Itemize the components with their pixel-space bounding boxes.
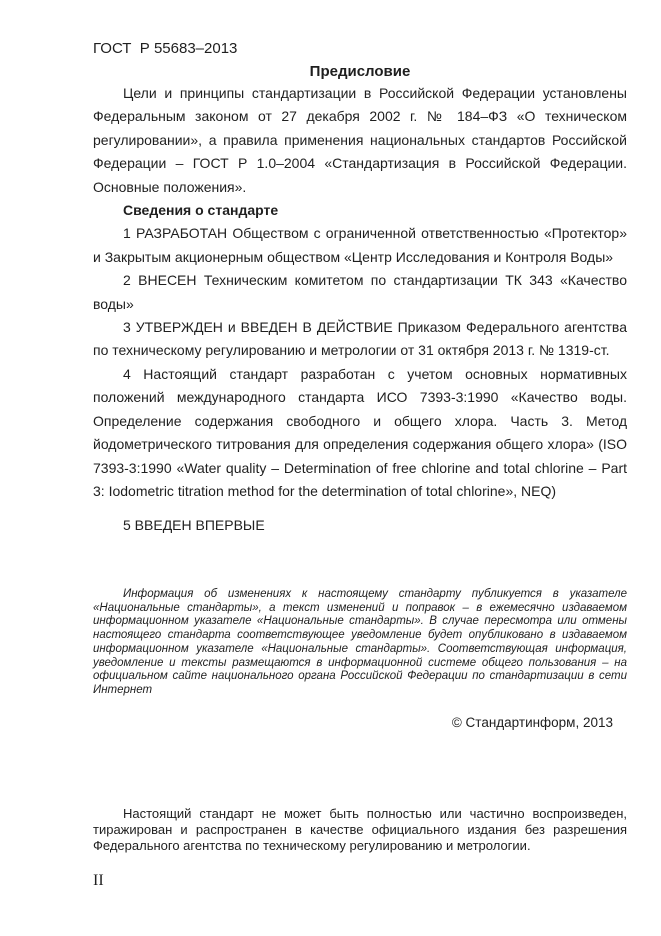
standard-info-item-5: 5 ВВЕДЕН ВПЕРВЫЕ <box>123 517 265 534</box>
publication-notice: Информация об изменениях к настоящему стандарту публикуется в указателе «Национальные стандарты», а текст изменений и поправок – в ежемесячно издаваемом информационном указателе «Национальные стандарты». В случае пересмотра или отмены настоящего стандарта соответствующее уведомление будет опубликовано в издаваемом информационном указателе «Национальные стандарты». Соответствующая информация, уведомление и тексты размещаются в информационной системе общего пользования – на официальном сайте национального органа Российской Федерации по стандартизации в сети Интернет <box>93 588 627 696</box>
doc-number: ГОСТ Р 55683–2013 <box>93 40 238 57</box>
copyright-line: © Стандартинформ, 2013 <box>451 715 613 730</box>
reproduction-restriction: Настоящий стандарт не может быть полностью или частично воспроизведен, тиражирован и распространен в качестве официального издания без разрешения Федерального агентства по техническому регулированию и метрологии. <box>93 806 627 854</box>
page-title: Предисловие <box>309 63 411 80</box>
foreword-body <box>93 82 627 538</box>
standard-info-item-2: 2 ВНЕСЕН Техническим комитетом по стандартизации ТК 343 «Качество воды» <box>93 272 627 312</box>
section-heading-standard-info: Сведения о стандарте <box>123 202 279 219</box>
paragraph-standardization-principles: Цели и принципы стандартизации в Российской Федерации установлены Федеральным законом от 27 декабря 2002 г. № 184–ФЗ «О техническом регулировании», а правила применения национальных стандартов Российской Федерации – ГОСТ Р 1.0–2004 «Стандартизация в Российской Федерации. Основные положения». <box>93 85 627 195</box>
reproduction-restriction-block <box>93 806 627 855</box>
page-number: II <box>93 872 104 889</box>
standard-info-item-3: 3 УТВЕРЖДЕН и ВВЕДЕН В ДЕЙСТВИЕ Приказом Федерального агентства по техническому регулированию и метрологии от 31 октября 2013 г. № 1319-ст. <box>93 319 627 359</box>
standard-info-item-4: 4 Настоящий стандарт разработан с учетом основных нормативных положений международного стандарта ИСО 7393-3:1990 «Качество воды. Определение содержания свободного и общего хлора. Часть 3. Метод йодометрического титрования для определения содержания общего хлора» (ISO 7393-3:1990 «Water quality – Determination of free chlorine and total chlorine – Part 3: Iodometric titration method for the determination of total chlorine», NEQ) <box>93 365 627 499</box>
standard-info-item-1: 1 РАЗРАБОТАН Обществом с ограниченной ответственностью «Протектор» и Закрытым акционерным обществом «Центр Исследования и Контроля Воды» <box>93 225 627 265</box>
publication-notice-block <box>93 588 627 698</box>
